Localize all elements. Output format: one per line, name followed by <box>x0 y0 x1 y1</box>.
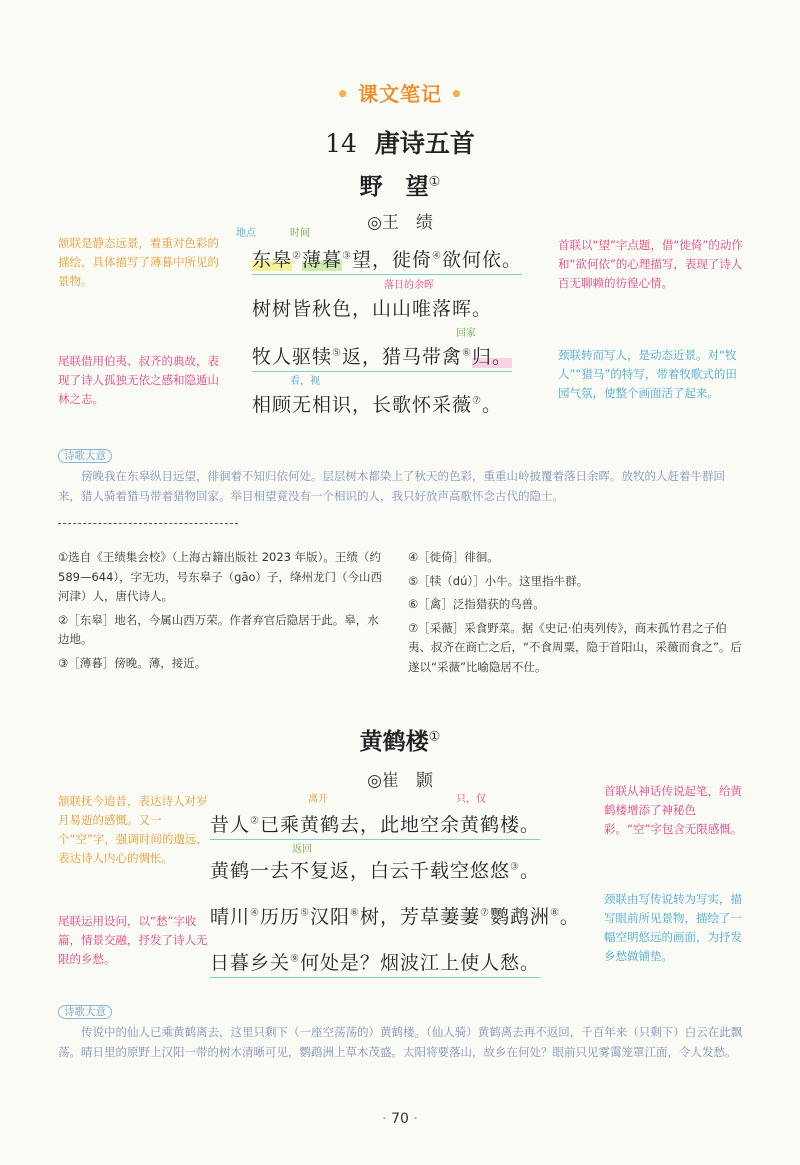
poem2-line-2 <box>210 856 540 883</box>
poem1-line-3 <box>252 342 512 372</box>
section-header: • 课文笔记 • <box>336 82 464 106</box>
poem1-title-note: ① <box>428 174 441 190</box>
poem2-text: 黄鹤一去不复返，白云千载空悠悠 <box>210 860 511 882</box>
poem2-meaning-tag <box>58 1000 112 1019</box>
footnote-divider <box>58 523 238 524</box>
footnote: ⑦［采薇］采食野菜。据《史记·伯夷列传》，商末孤竹君之子伯夷、叔齐在商亡之后，“不食周粟，隐于首阳山，采薇而食之”。后遂以“采薇”比喻隐居不仕。 <box>408 620 742 674</box>
poem2-title <box>0 723 800 756</box>
poem1-text: 牧人驱犊 <box>252 346 333 368</box>
footnotes-right <box>408 548 746 677</box>
poem1-text: 望，徙倚 <box>351 249 432 271</box>
poem1-word-donggao: 东皋 <box>252 249 293 271</box>
poem2-ann-only: 只，仅 <box>456 794 486 805</box>
poem1-note-right-2: 颈联转而写人，是动态近景。对“牧人”“猎马”的特写，带着牧歌式的田园气氛，使整个画面活了起来。 <box>558 348 737 400</box>
footnote: ⑤［犊（dú）］小牛。这里指牛群。 <box>408 573 589 588</box>
poem2-note-left-2: 尾联运用设问，以“愁”字收篇，情景交融，抒发了诗人无限的乡愁。 <box>58 914 208 966</box>
poem1-note-left-2: 尾联借用伯夷、叔齐的典故，表现了诗人孤独无依之感和隐遁山林之志。 <box>58 354 219 406</box>
poem1-text: 相顾无相识，长歌怀采薇 <box>252 394 473 416</box>
poem1-line-4 <box>252 390 502 417</box>
page-number-text: 70 <box>391 1111 409 1127</box>
poem1-text: 返，猎马带禽 <box>341 346 462 368</box>
lesson-title-text: 唐诗五首 <box>374 129 475 158</box>
poem2-text: 树，芳草萋萋 <box>359 906 480 928</box>
footnote: ②［东皋］地名，今属山西万荣。作者弃官后隐居于此。皋，水边地。 <box>58 612 379 646</box>
poem2-title-note: ① <box>428 729 441 745</box>
poem2-note-left-1: 颔联抚今追昔，表达诗人对岁月易逝的感慨。又一个“空”字，强调时间的邈远，表达诗人内心的惆怅。 <box>58 794 208 865</box>
poem2-text: 。 <box>519 860 540 882</box>
poem1-word-bomu: 薄暮 <box>301 249 342 271</box>
poem2-line-1 <box>210 810 540 840</box>
poem1-note-right-1: 首联以“望”字点题，借“徙倚”的动作和“欲何依”的心理描写，表现了诗人百无聊赖的彷徨心情。 <box>558 238 743 290</box>
note-mark: ⑧ <box>549 907 560 919</box>
note-mark: ② <box>292 250 302 262</box>
note-mark: ⑨ <box>290 953 300 965</box>
note-mark: ⑤ <box>300 907 310 919</box>
poem2-meaning-tag-text: 诗歌大意 <box>58 1005 112 1019</box>
poem2-text: 已乘黄鹤去，此地空余黄鹤楼。 <box>259 814 540 836</box>
poem1-line-2 <box>252 294 492 321</box>
footnote: ③［薄暮］傍晚。薄，接近。 <box>58 655 207 670</box>
note-mark: ⑥ <box>349 907 360 919</box>
poem1-meaning-tag-text: 诗歌大意 <box>58 449 112 463</box>
poem2-text: 晴川 <box>210 906 251 928</box>
poem1-line-1 <box>252 245 522 275</box>
poem2-text: 历历 <box>259 906 300 928</box>
footnote: ④［徙倚］徘徊。 <box>408 550 499 564</box>
poem2-text: 日暮乡关 <box>210 952 291 974</box>
poem2-author: ◎崔 颢 <box>367 771 433 791</box>
poem1-ann-time: 时间 <box>290 228 310 239</box>
poem1-text: 。 <box>481 394 502 416</box>
poem1-meaning: 傍晚我在东皋纵目远望，徘徊着不知归依何处。层层树木都染上了秋天的色彩，重重山岭披覆着落日余晖。放牧的人赶着牛群回来，猎人骑着猎马带着猎物回家。举目相望竟没有一个相识的人，我只好放声高歌怀念古代的隐士。 <box>58 469 725 503</box>
note-mark: ③ <box>342 250 352 262</box>
footnote: ⑥［禽］泛指猎获的鸟兽。 <box>408 597 545 611</box>
poem2-line-4 <box>210 948 540 978</box>
footnotes-left <box>58 548 388 673</box>
poem1-ann-sunset: 落日的余晖 <box>384 280 434 291</box>
poem2-line-3 <box>210 902 580 929</box>
poem2-text: 。 <box>559 906 580 928</box>
note-mark: ⑥ <box>462 347 472 359</box>
poem1-meaning-tag <box>58 444 112 463</box>
note-mark: ④ <box>431 250 442 262</box>
poem1-note-left-1: 颔联是静态远景，着重对色彩的描绘，具体描写了薄暮中所见的景物。 <box>58 236 219 288</box>
note-mark: ② <box>250 815 260 827</box>
poem2-text: 鹦鹉洲 <box>489 906 550 928</box>
poem1-text: 欲何依。 <box>441 249 522 271</box>
poem1-title-text: 野 望 <box>359 173 429 200</box>
note-mark: ⑤ <box>332 347 342 359</box>
page-number: · 70 · <box>382 1111 418 1127</box>
poem2-note-right-2: 颈联由写传说转为写实，描写眼前所见景物，描绘了一幅空明悠远的画面，为抒发乡愁做铺垫。 <box>604 892 742 963</box>
poem1-author: ◎王 绩 <box>367 213 433 233</box>
note-mark: ⑦ <box>479 907 490 919</box>
lesson-title <box>0 124 800 160</box>
poem1-ann-look: 看，视 <box>290 376 320 387</box>
poem2-ann-leave: 离开 <box>308 794 328 805</box>
poem2-text: 昔人 <box>210 814 251 836</box>
poem2-title-text: 黄鹤楼 <box>359 728 429 755</box>
poem2-note-right-1: 首联从神话传说起笔，给黄鹤楼增添了神秘色彩。“空”字包含无限感慨。 <box>604 784 743 836</box>
poem1-ann-place: 地点 <box>236 228 256 239</box>
poem2-text: 汉阳 <box>309 906 350 928</box>
poem1-title <box>0 168 800 201</box>
poem2-meaning: 传说中的仙人已乘黄鹤离去，这里只剩下（一座空荡荡的）黄鹤楼。（仙人骑）黄鹤离去再不返回，千百年来（只剩下）白云在此飘荡。晴日里的原野上汉阳一带的树木清晰可见，鹦鹉洲上草木茂盛。太阳将要落山，故乡在何处？眼前只见雾霭笼罩江面，令人发愁。 <box>58 1025 743 1059</box>
note-mark: ⑦ <box>472 395 482 407</box>
note-mark: ③ <box>510 861 520 873</box>
lesson-number: 14 <box>325 129 357 158</box>
footnote: ①选自《王绩集会校》（上海古籍出版社 2023 年版）。王绩（约 589—644），字无功，号东皋子（gāo）子，绛州龙门（今山西河津）人，唐代诗人。 <box>58 550 383 603</box>
poem1-word-gui: 归。 <box>471 346 512 368</box>
poem1-ann-home: 回家 <box>456 328 476 339</box>
poem2-ann-return: 返回 <box>292 844 312 855</box>
poem1-text: 树树皆秋色，山山唯落晖。 <box>252 298 493 320</box>
section-header-text: 课文笔记 <box>358 82 442 106</box>
note-mark: ④ <box>250 907 260 919</box>
poem2-text: 何处是？烟波江上使人愁。 <box>299 952 540 974</box>
